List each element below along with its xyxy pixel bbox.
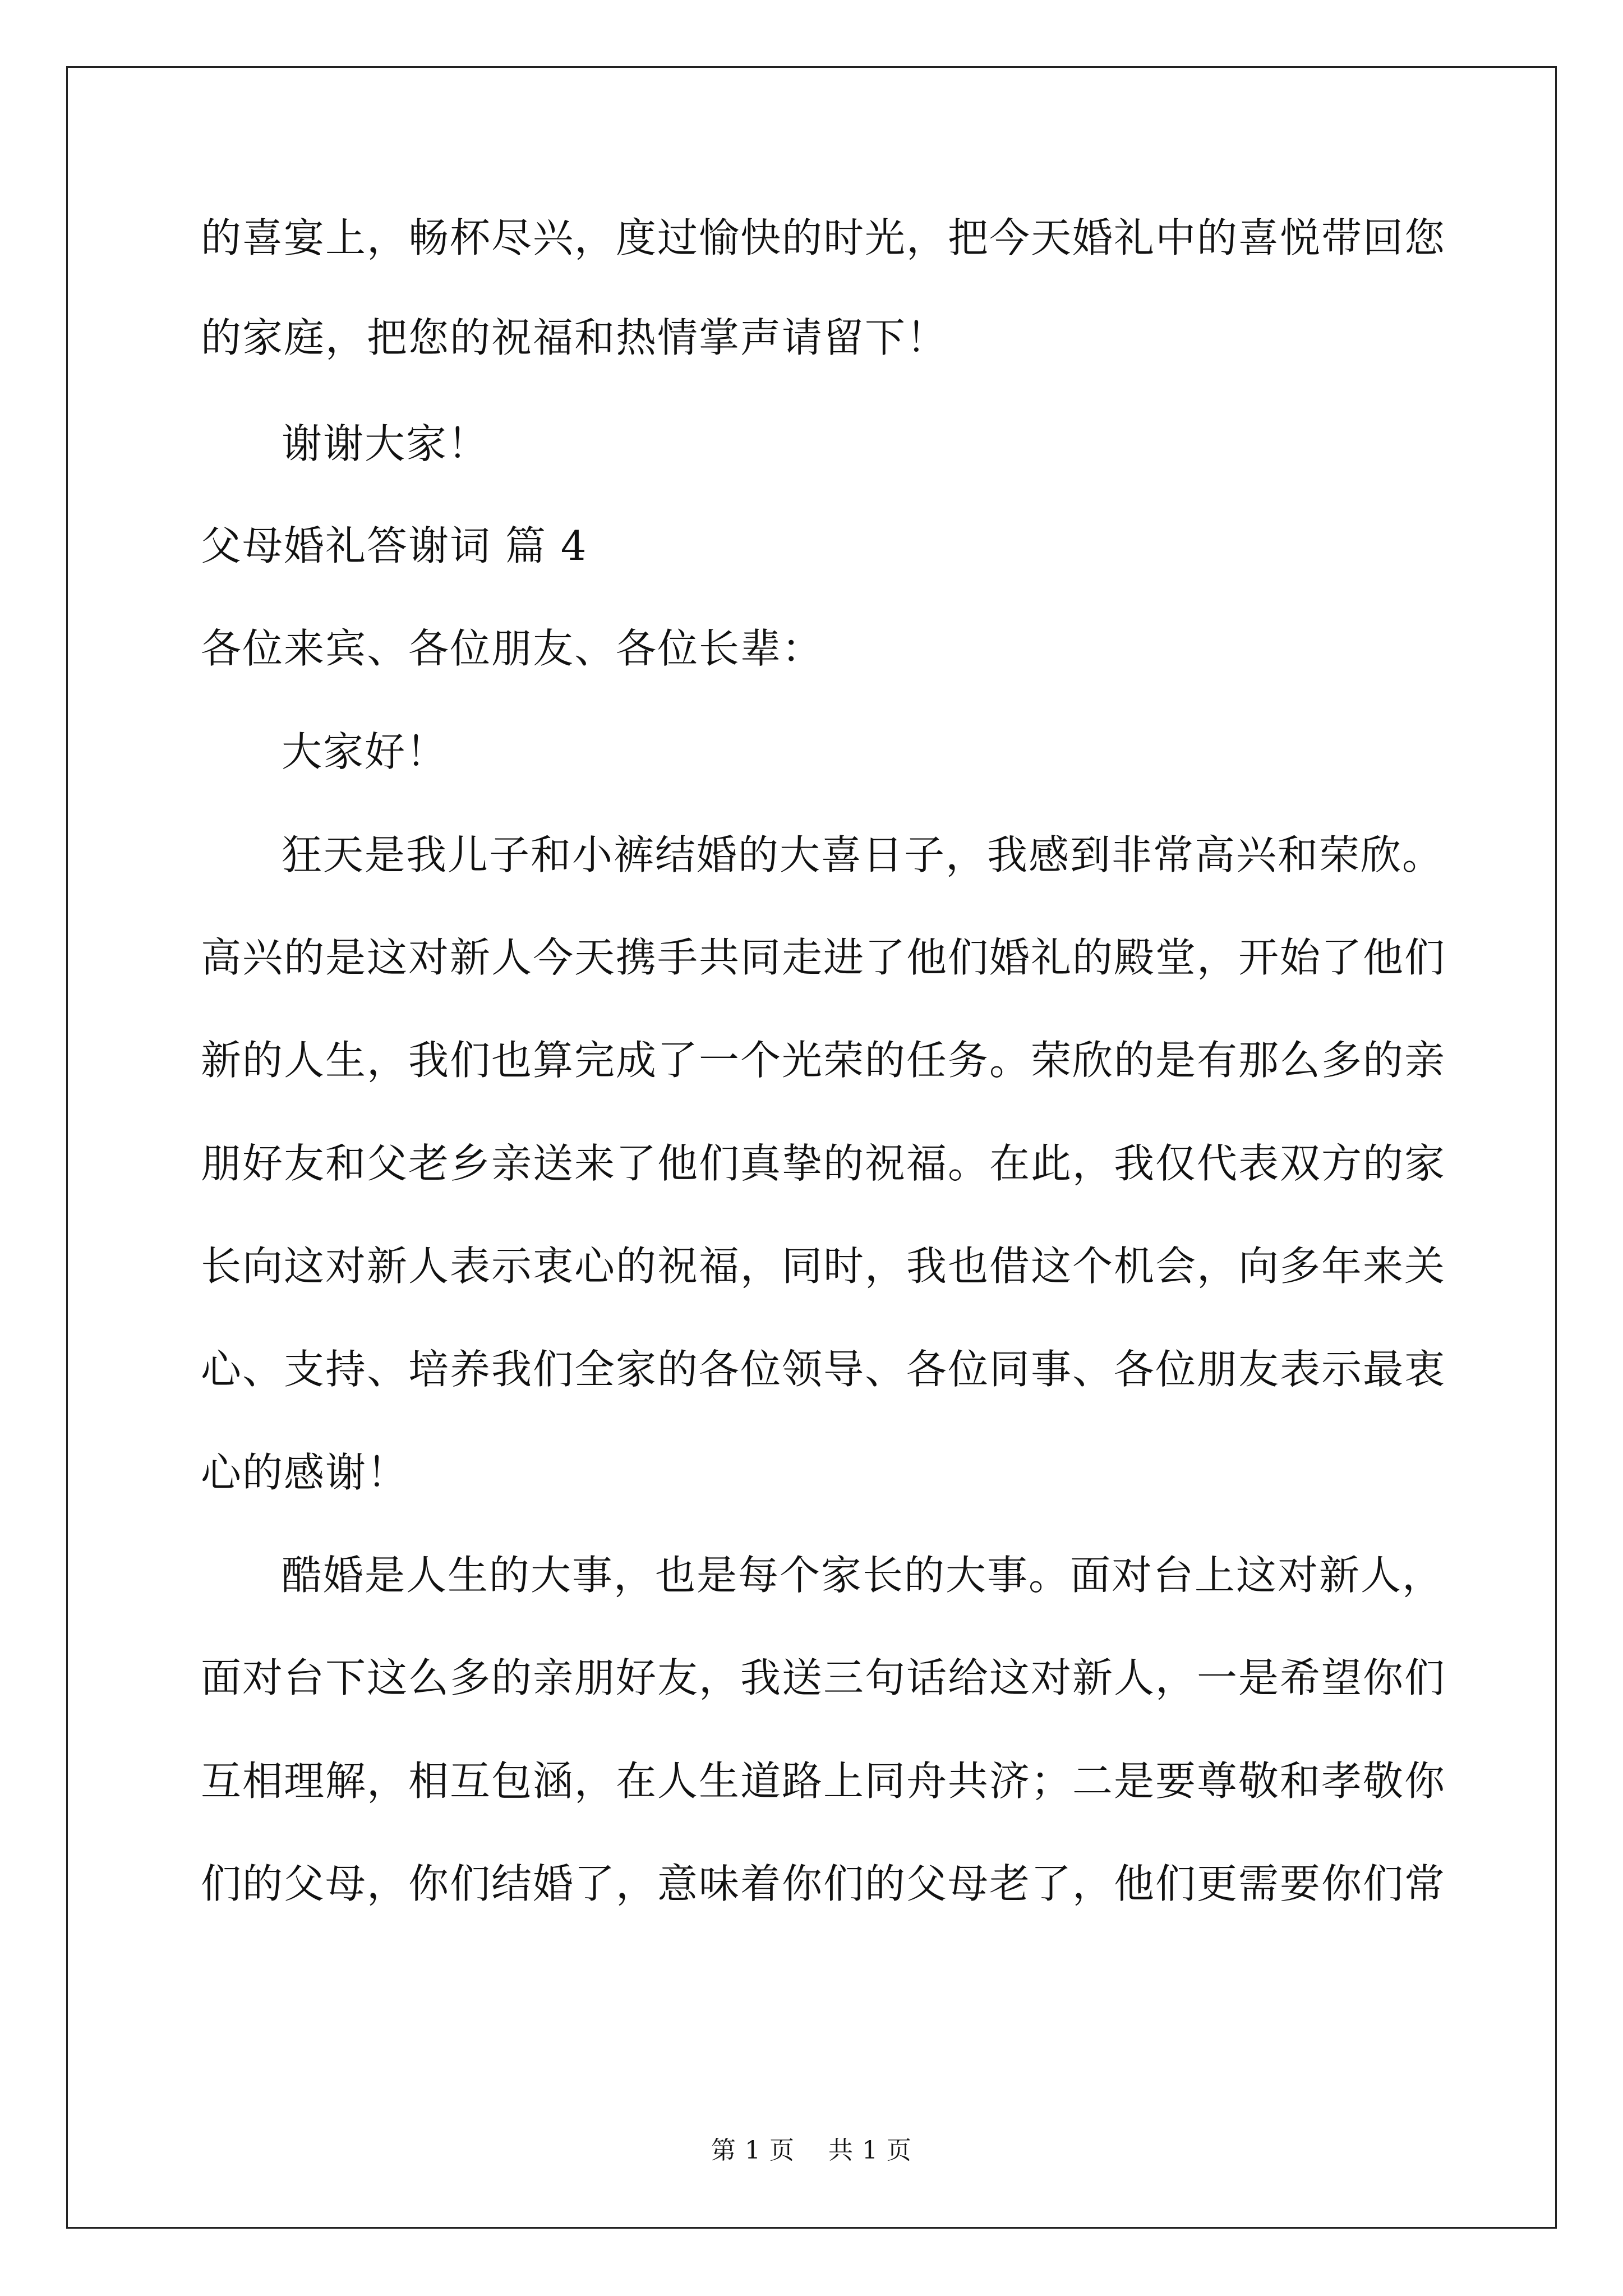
page-number: 第 1 页 — [711, 2136, 795, 2165]
text-line: 面对台下这么多的亲朋好友，我送三句话给这对新人，一是希望你们 — [201, 1654, 1446, 1701]
text-line: 的喜宴上，畅杯尽兴，度过愉快的时光，把今天婚礼中的喜悦带回您 — [201, 214, 1446, 261]
text-line: 们的父母，你们结婚了，意味着你们的父母老了，他们更需要你们常 — [201, 1860, 1446, 1907]
text-line: 高兴的是这对新人今天携手共同走进了他们婚礼的殿堂，开始了他们 — [201, 934, 1446, 981]
section-heading: 父母婚礼答谢词 篇 4 — [201, 522, 588, 569]
text-line: 心的感谢！ — [201, 1449, 409, 1496]
text-line: 狂天是我儿子和小裤结婚的大喜日子，我感到非常高兴和荣欣。 — [282, 831, 1444, 878]
text-line: 谢谢大家！ — [282, 420, 490, 467]
text-line: 互相理解，相互包涵，在人生道路上同舟共济；二是要尊敬和孝敬你 — [201, 1757, 1446, 1805]
text-line: 长向这对新人表示衷心的祝福，同时，我也借这个机会，向多年来关 — [201, 1243, 1446, 1290]
salutation: 各位来宾、各位朋友、各位长辈： — [201, 625, 824, 672]
page-footer — [0, 2138, 1623, 2163]
greeting: 大家好！ — [282, 728, 448, 775]
text-line: 心、支持、培养我们全家的各位领导、各位同事、各位朋友表示最衷 — [201, 1346, 1446, 1393]
text-line: 的家庭，把您的祝福和热情掌声请留下！ — [201, 314, 948, 361]
text-line: 新的人生，我们也算完成了一个光荣的任务。荣欣的是有那么多的亲 — [201, 1037, 1446, 1084]
page-total: 共 1 页 — [828, 2136, 912, 2165]
text-line: 朋好友和父老乡亲送来了他们真挚的祝福。在此，我仅代表双方的家 — [201, 1140, 1446, 1187]
text-line: 酷婚是人生的大事，也是每个家长的大事。面对台上这对新人， — [282, 1552, 1444, 1599]
